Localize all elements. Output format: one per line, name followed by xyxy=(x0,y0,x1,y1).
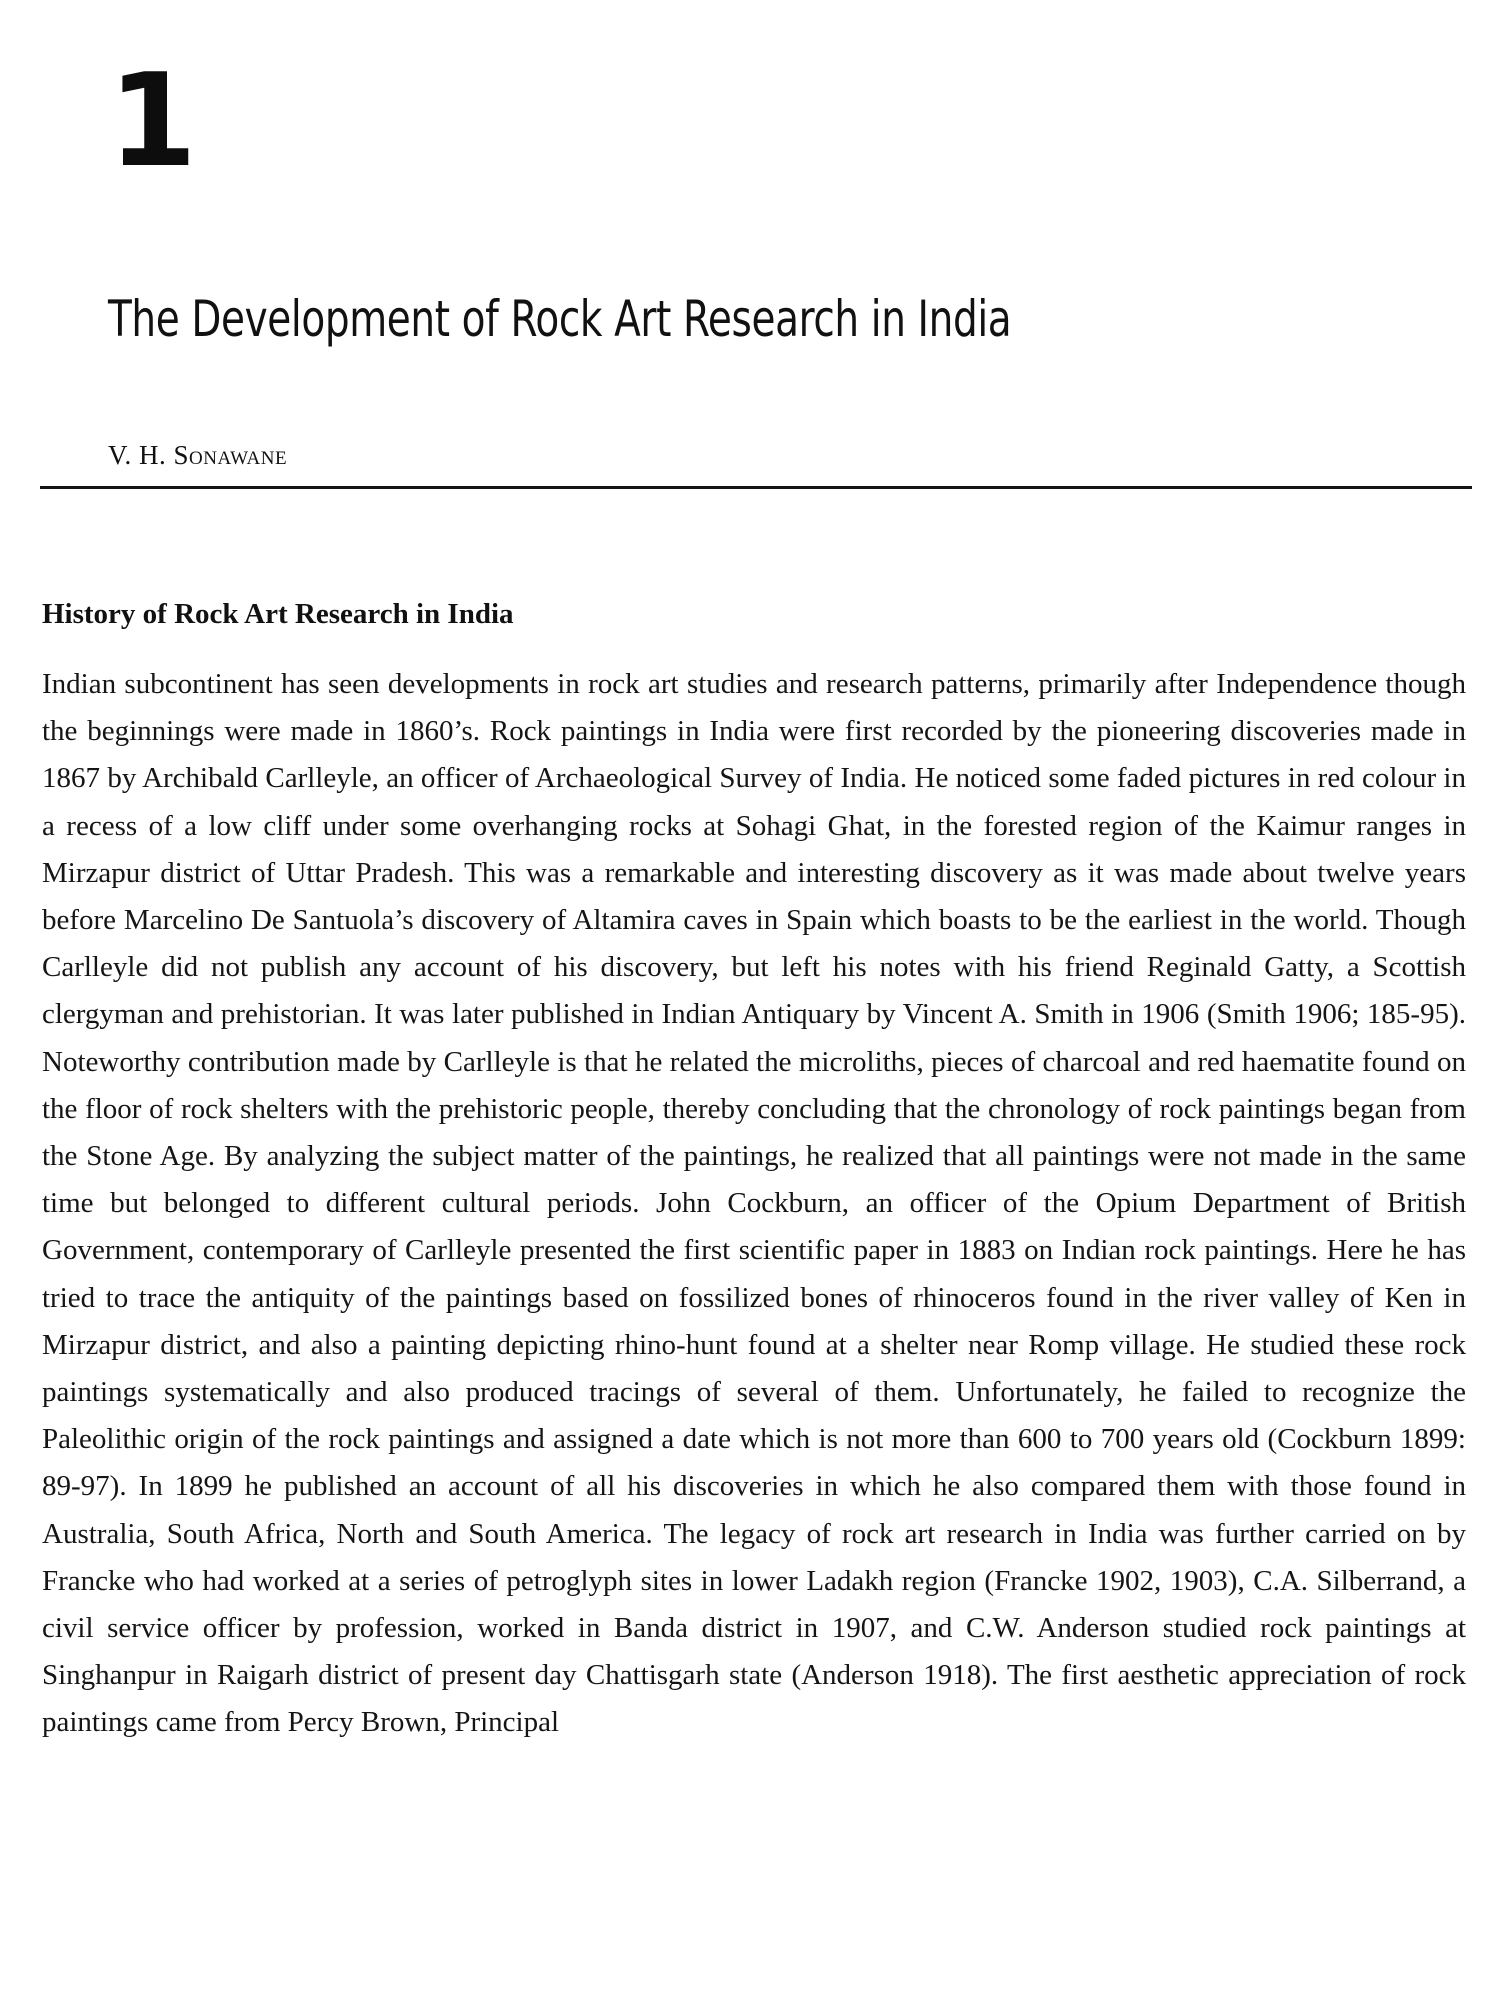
title-divider xyxy=(40,486,1472,489)
section-heading: History of Rock Art Research in India xyxy=(42,598,514,630)
chapter-author: V. H. Sonawane xyxy=(108,440,288,470)
chapter-number: 1 xyxy=(108,47,198,196)
body-paragraph: Indian subcontinent has seen developments in rock art studies and research patterns, primarily after Independence though the beginnings were made in 1860’s. Rock paintings in India were first recorded by the pioneering discoveries made in 1867 by Archibald Carlleyle, an officer of Archaeological Survey of India. He noticed some faded pictures in red colour in a recess of a low cliff under some overhanging rocks at Sohagi Ghat, in the forested region of the Kaimur ranges in Mirzapur district of Uttar Pradesh. This was a remarkable and interesting discovery as it was made about twelve years before Marcelino De Santuola’s discovery of Altamira caves in Spain which boasts to be the earliest in the world. Though Carlleyle did not publish any account of his discovery, but left his notes with his friend Reginald Gatty, a Scottish clergyman and prehistorian. It was later published in Indian Antiquary by Vincent A. Smith in 1906 (Smith 1906; 185-95). Noteworthy contribution made by Carlleyle is that he related the microliths, pieces of charcoal and red haematite found on the floor of rock shelters with the prehistoric people, thereby concluding that the chronology of rock paintings began from the Stone Age. By analyzing the subject matter of the paintings, he realized that all paintings were not made in the same time but belonged to different cultural periods. John Cockburn, an officer of the Opium Department of British Government, contemporary of Carlleyle presented the first scientific paper in 1883 on Indian rock paintings. Here he has tried to trace the antiquity of the paintings based on fossilized bones of rhinoceros found in the river valley of Ken in Mirzapur district, and also a painting depicting rhino-hunt found at a shelter near Romp village. He studied these rock paintings systematically and also produced tracings of several of them. Unfortunately, he failed to recognize the Paleolithic origin of the rock paintings and assigned a date which is not more than 600 to 700 years old (Cockburn 1899: 89-97). In 1899 he published an account of all his discoveries in which he also compared them with those found in Australia, South Africa, North and South America. The legacy of rock art research in India was further carried on by Francke who had worked at a series of petroglyph sites in lower Ladakh region (Francke 1902, 1903), C.A. Silberrand, a civil service officer by profession, worked in Banda district in 1907, and C.W. Anderson studied rock paintings at Singhanpur in Raigarh district of present day Chattisgarh state (Anderson 1918). The first aesthetic appreciation of rock paintings came from Percy Brown, Principal xyxy=(42,668,1466,1739)
chapter-title: The Development of Rock Art Research in India xyxy=(108,290,1012,348)
